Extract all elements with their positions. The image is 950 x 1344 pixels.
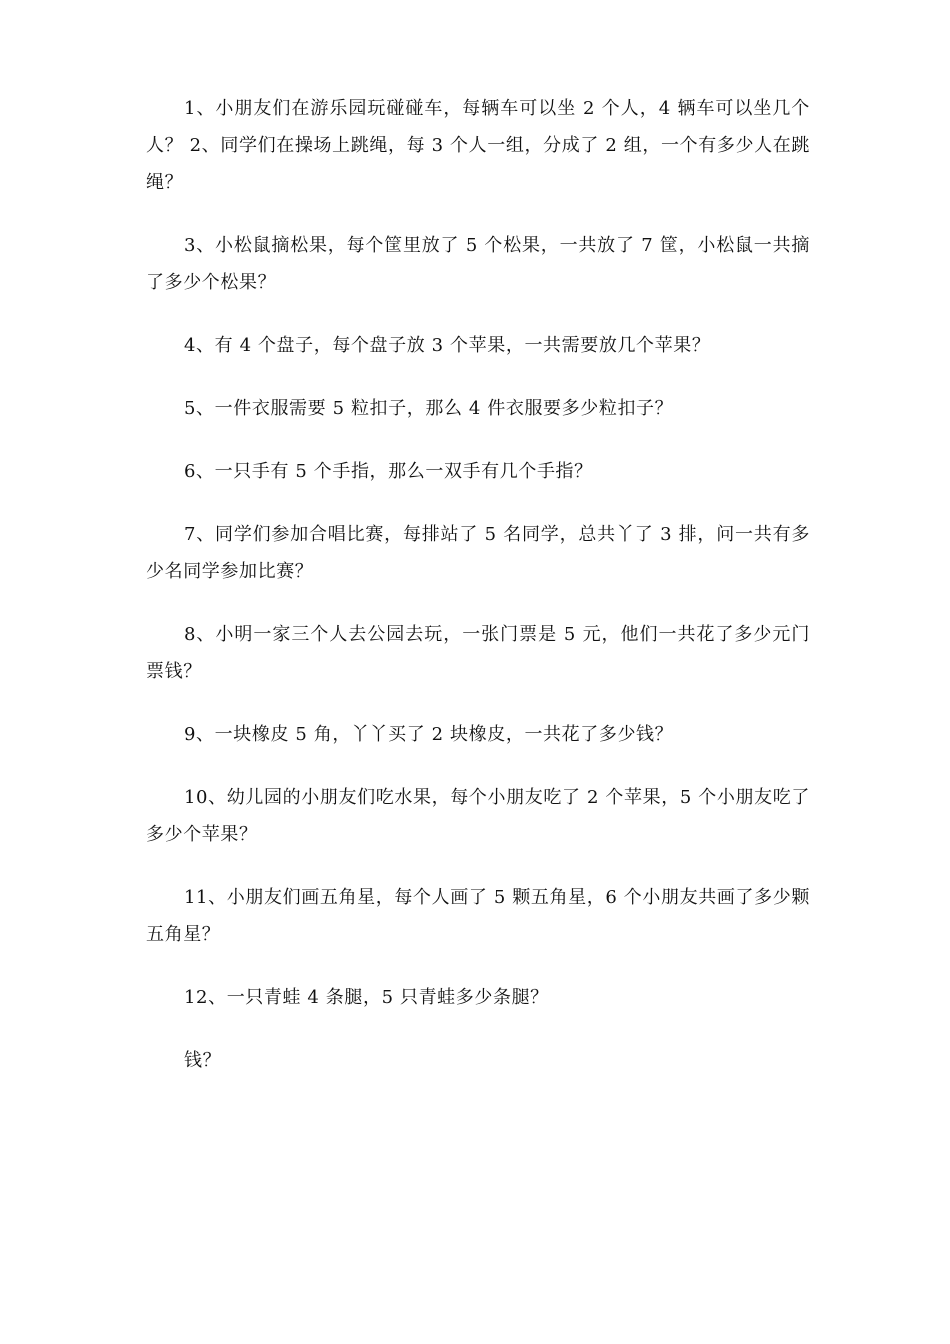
- problem-12: 12、一只青蛙 4 条腿，5 只青蛙多少条腿？: [184, 987, 549, 1008]
- problem-11: 11、小朋友们画五角星，每个人画了 5 颗五角星，6 个小朋友共画了多少颗五角星？: [146, 887, 810, 945]
- trailing-fragment: 钱？: [184, 1050, 222, 1071]
- problem-7: 7、同学们参加合唱比赛，每排站了 5 名同学，总共丫了 3 排，问一共有多少名同学参加比赛？: [146, 524, 810, 582]
- problem-5: 5、一件衣服需要 5 粒扣子，那么 4 件衣服要多少粒扣子？: [184, 398, 674, 419]
- problem-4: 4、有 4 个盘子，每个盘子放 3 个苹果，一共需要放几个苹果？: [184, 335, 711, 356]
- problem-list: [146, 90, 810, 1105]
- problem-9: 9、一块橡皮 5 角，丫丫买了 2 块橡皮，一共花了多少钱？: [184, 724, 674, 745]
- problem-8: 8、小明一家三个人去公园去玩，一张门票是 5 元，他们一共花了多少元门票钱？: [146, 624, 810, 682]
- problem-10: 10、幼儿园的小朋友们吃水果，每个小朋友吃了 2 个苹果，5 个小朋友吃了多少个苹果？: [146, 787, 810, 845]
- problem-6: 6、一只手有 5 个手指，那么一双手有几个手指？: [184, 461, 593, 482]
- problem-1-2: 1、小朋友们在游乐园玩碰碰车，每辆车可以坐 2 个人，4 辆车可以坐几个人？ 2、同学们在操场上跳绳，每 3 个人一组，分成了 2 组，一个有多少人在跳绳？: [146, 98, 810, 193]
- problem-3: 3、小松鼠摘松果，每个筐里放了 5 个松果，一共放了 7 筐，小松鼠一共摘了多少个松果？: [146, 235, 810, 293]
